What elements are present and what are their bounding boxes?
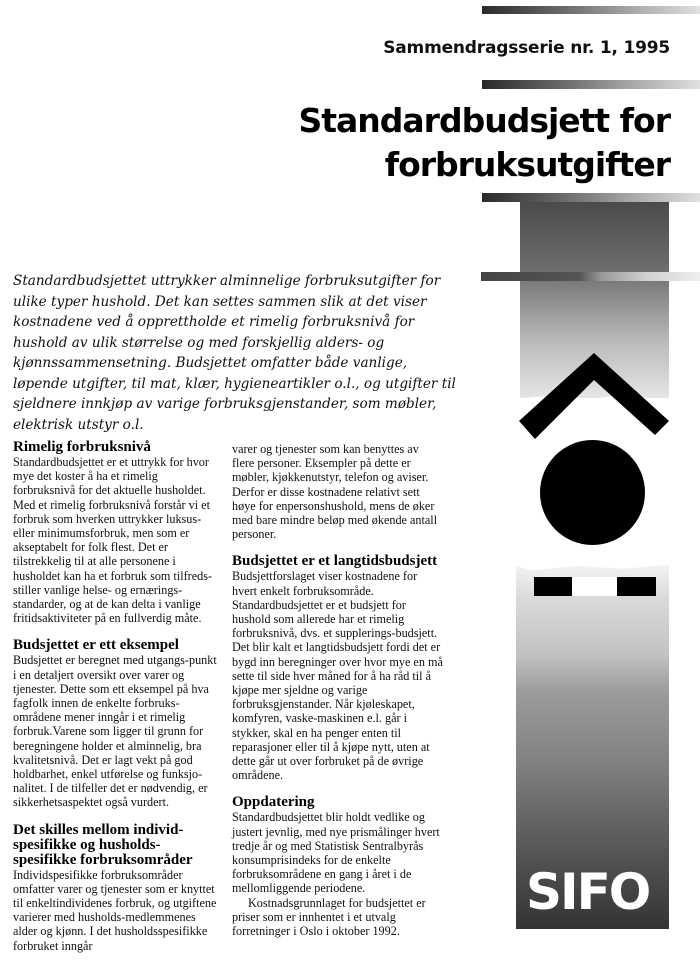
section-heading: Oppdatering: [232, 794, 315, 811]
circle-shape: [540, 440, 645, 545]
title-line: Standardbudsjett for: [298, 101, 670, 140]
section-heading: Rimelig forbruksnivå: [13, 439, 151, 455]
lead-text: Standardbudsjettet uttrykker alminnelige forbruksutgifter for ulike typer hushold. Det kan settes sammen slik at det viser kostnadene ved å opprettholde et rimelig forbruksnivå for hushold av ulik størrelse og med forskjellig alders- og kjønnssammensetning. Budsjettet omfatter både vanlige, løpende utgifter, til mat, klær, hygieneartikler o.l., og utgifter til sjeldnere innkjøp av varige forbruksgjenstander, som møbler, elektrisk utstyr o.l.: [13, 273, 456, 433]
series-label: Sammendragsserie nr. 1, 1995: [383, 38, 670, 58]
chevron-up-icon: [519, 353, 669, 443]
text-column-middle: [232, 442, 444, 951]
section-body: Standardbudsjettet blir holdt vedlike og justert jevnlig, med nye prismålinger hvert tredje år og med Statistisk Sentralbyrås konsumprisindeks for de enkelte forbruksområdene en gang i året i de mellomliggende periodene.: [232, 810, 440, 896]
text-column-left: [13, 440, 221, 966]
section-heading: Budsjettet er et langtidsbudsjett: [232, 553, 438, 570]
lead-paragraph: [13, 271, 463, 435]
striped-bar: [534, 577, 656, 596]
decorative-gradient-bar: [482, 80, 700, 89]
section-heading: Det skilles mellom individ-spesifikke og husholds-spesifikke forbruksområder: [13, 821, 193, 868]
decorative-gradient-bar: [482, 6, 700, 14]
decorative-gradient-bar: [482, 193, 700, 202]
section: [13, 823, 221, 953]
section-body: Budsjettforslaget viser kostnadene for hvert enkelt forbruksområde. Standardbudsjettet er et budsjett for hushold som allerede har et rimelig forbruksnivå, dvs. et supplerings-budsjett. Det blir kalt et langtidsbudsjett fordi det er bygd inn beregninger over hvor mye en må sette til side hver måned for å ha råd til å kjøpe mer sjeldne og varige forbruksgjenstander. Når kjøleskapet, komfyren, vaske-maskinen e.l. går i stykker, skal en ha penger enten til reparasjoner eller til å kjøpe nytt, uten at dette går ut over forbruket på de øvrige områdene.: [232, 569, 443, 783]
section-heading: Budsjettet er ett eksempel: [13, 637, 179, 654]
section-body: Budsjettet er beregnet med utgangs-punkt i en detaljert oversikt over varer og tjenester. Dette som ett eksempel på hva fagfolk innen de enkelte forbruks-områdene mener inngår i et rimelig forbruk.Varene som ligger til grunn for beregningene holder et alminnelig, bra kvalitetsnivå. Det er lagt vekt på god holdbarhet, enkel utførelse og funksjo-nalitet. I de tilfeller det er nødvendig, er sikkerhetsaspektet også vurdert.: [13, 653, 217, 810]
title-line: forbruksutgifter: [384, 145, 670, 184]
decorative-gradient-bar: [481, 272, 700, 281]
section-body: Kostnadsgrunnlaget for budsjettet er priser som er innhentet i et utvalg forretninger i Oslo i oktober 1992.: [232, 895, 426, 939]
section-body: Individspesifikke forbruksområder omfatter varer og tjenester som er knyttet til enkeltindividenes forbruk, og utgiftene varierer med husholds-medlemmenes alder og kjønn. I det husholdsspesifikke forbruket inngår: [13, 867, 217, 953]
section-body: Standardbudsjettet er et uttrykk for hvor mye det koster å ha et rimelig forbruksnivå for det aktuelle husholdet. Med et rimelig forbruksnivå forstår vi et forbruk som hverken uttrykker luksus- eller minimumsforbruk, men som er akseptabelt for folk flest. Det er tilstrekkelig til at alle personene i husholdet kan ha et forbruk som tilfreds-stiller vanlige helse- og ernærings-standarder, og at de kan delta i vanlige fritidsaktiviteter på en fullverdig måte.: [13, 455, 213, 626]
section: [13, 440, 221, 625]
sifo-logo: SIFO: [526, 863, 650, 921]
section: [232, 795, 444, 938]
section: [13, 638, 221, 809]
section-continuation: [232, 442, 444, 541]
section: [232, 554, 444, 782]
page-title: [298, 99, 670, 187]
section-body: varer og tjenester som kan benyttes av flere personer. Eksempler på dette er møbler, kjøkkenutstyr, telefon og aviser. Derfor er disse kostnadene relativt sett høye for enpersonshushold, mens de øker med bare mindre beløp med økende antall personer.: [232, 442, 438, 542]
